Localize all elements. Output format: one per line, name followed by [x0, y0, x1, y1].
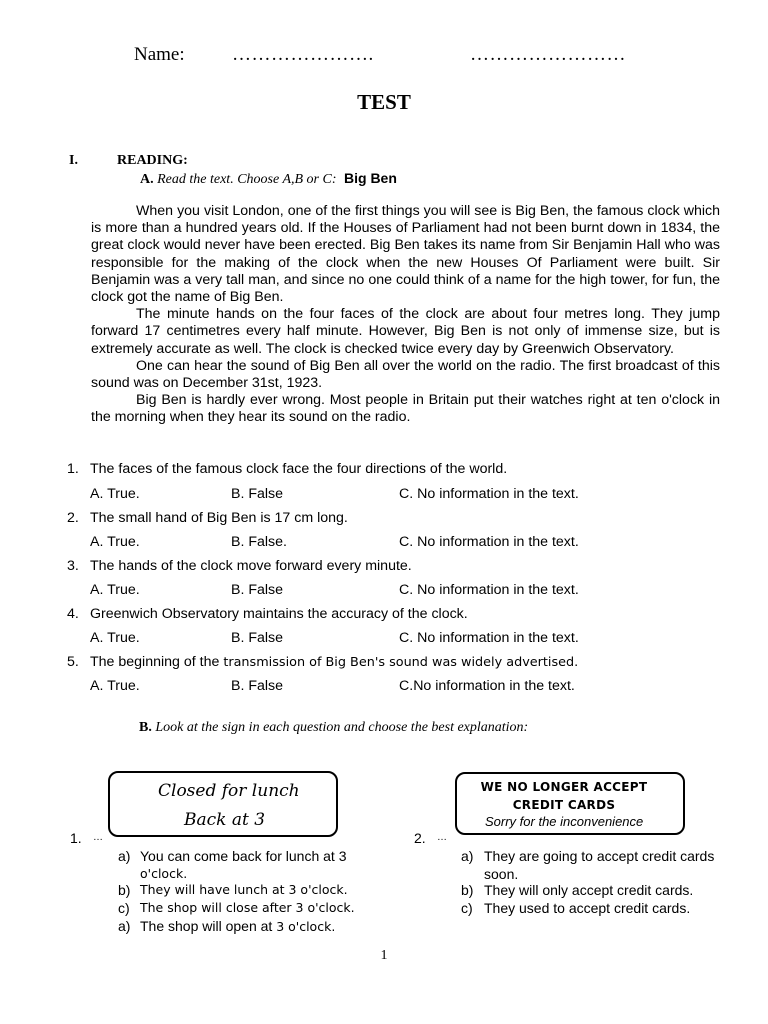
question-number: 5.	[67, 654, 79, 670]
question-text-part: transmission of Big Ben's sound was widely advertised.	[223, 655, 579, 670]
question-text-part: The beginning of the	[90, 654, 224, 670]
sign1-option-c[interactable]: The shop will close after 3 o'clock.	[140, 900, 355, 915]
sign2-option-a[interactable]: They are going to accept credit cards	[484, 848, 715, 864]
sign-number: 2.	[414, 830, 426, 846]
option-b[interactable]: B. False.	[231, 534, 287, 550]
sign-no-credit-cards	[455, 772, 685, 835]
answer-blank[interactable]: …	[437, 832, 447, 843]
option-a[interactable]: A. True.	[90, 534, 140, 550]
sign-line: Back at 3	[184, 810, 266, 830]
sign1-option-a-cont: o'clock.	[140, 866, 188, 881]
part-b-letter: B.	[139, 720, 152, 735]
option-a[interactable]: A. True.	[90, 678, 140, 694]
option-label: a)	[461, 848, 474, 864]
sign2-option-a-cont: soon.	[484, 866, 519, 882]
passage-paragraph: The minute hands on the four faces of the clock are about four metres long. They jump forward 17 centimetres every half minute. However, Big Ben is not only of immense size, but is extremely accurate as well. The clock is checked twice every day by Greenwich Observatory.	[91, 306, 720, 357]
page-number: 1	[380, 948, 388, 963]
question-text: The faces of the famous clock face the four directions of the world.	[90, 461, 508, 477]
option-label: a)	[118, 848, 131, 864]
name-label: Name:	[134, 44, 185, 65]
option-text-part: 3 o'clock.	[276, 919, 336, 934]
question-text	[90, 654, 578, 670]
part-a-instruction: Read the text. Choose A,B or C:	[157, 172, 337, 187]
sign2-option-b[interactable]: They will only accept credit cards.	[484, 882, 694, 898]
name-blank-2[interactable]: ……………………	[470, 44, 626, 65]
sign-line: WE NO LONGER ACCEPT	[480, 780, 648, 794]
page-title: TEST	[357, 90, 411, 114]
option-b[interactable]: B. False	[231, 582, 284, 598]
option-c[interactable]: C.No information in the text.	[399, 678, 575, 694]
sign-line: CREDIT CARDS	[512, 798, 616, 812]
question-number: 2.	[67, 510, 79, 526]
option-a[interactable]: A. True.	[90, 582, 140, 598]
question-text: The hands of the clock move forward every minute.	[90, 558, 412, 574]
answer-blank[interactable]: …	[93, 832, 103, 843]
question-number: 3.	[67, 558, 79, 574]
part-a-topic: Big Ben	[344, 170, 397, 186]
passage-paragraph: One can hear the sound of Big Ben all over the world on the radio. The first broadcast of this sound was on December 31st, 1923.	[91, 357, 720, 392]
option-a[interactable]: A. True.	[90, 630, 140, 646]
sign-number: 1.	[70, 830, 82, 846]
option-label: a)	[118, 918, 131, 934]
sign-top-rule	[465, 772, 663, 773]
passage-paragraph: When you visit London, one of the first things you will see is Big Ben, the famous clock which is more than a hundred years old. If the Houses of Parliament had not been burnt down in 1834, the great clock would never have been erected. Big Ben takes its name from Sir Benjamin Hall who was responsible for the making of the clock when the new Houses Of Parliament were built. Sir Benjamin was a very tall man, and since no one could think of a name for the high tower, for fun, the clock got the name of Big Ben.	[91, 203, 720, 306]
section-number: I.	[69, 153, 78, 168]
part-b-instruction: Look at the sign in each question and choose the best explanation:	[155, 720, 529, 735]
option-c[interactable]: C. No information in the text.	[399, 582, 579, 598]
question-number: 1.	[67, 461, 79, 477]
option-c[interactable]: C. No information in the text.	[399, 630, 579, 646]
sign2-option-c[interactable]: They used to accept credit cards.	[484, 900, 691, 916]
option-label: b)	[118, 882, 131, 898]
option-label: c)	[118, 900, 130, 916]
question-text: Greenwich Observatory maintains the accuracy of the clock.	[90, 606, 468, 622]
option-b[interactable]: B. False	[231, 486, 284, 502]
option-b[interactable]: B. False	[231, 630, 284, 646]
question-number: 4.	[67, 606, 79, 622]
passage-paragraph: Big Ben is hardly ever wrong. Most people in Britain put their watches right at ten o'clock in the morning when they hear its sound on the radio.	[91, 392, 720, 426]
part-a-heading	[140, 170, 397, 188]
option-c[interactable]: C. No information in the text.	[399, 486, 579, 502]
sign-line: Sorry for the inconvenience	[485, 814, 644, 829]
question-text: The small hand of Big Ben is 17 cm long.	[90, 510, 348, 526]
sign1-option-a[interactable]: You can come back for lunch at 3	[140, 848, 347, 864]
option-c[interactable]: C. No information in the text.	[399, 534, 579, 550]
name-blank-1[interactable]: ………………….	[232, 44, 374, 65]
option-label: c)	[461, 900, 473, 916]
option-text-part: The shop will open at	[140, 918, 277, 934]
sign-closed-for-lunch	[108, 771, 338, 837]
option-label: b)	[461, 882, 474, 898]
option-b[interactable]: B. False	[231, 678, 284, 694]
part-b-heading	[139, 720, 528, 736]
part-a-letter: A.	[140, 172, 154, 187]
section-title: READING:	[117, 153, 188, 168]
reading-passage	[91, 203, 720, 427]
option-a[interactable]: A. True.	[90, 486, 140, 502]
sign1-option-b[interactable]: They will have lunch at 3 o'clock.	[140, 882, 348, 897]
sign1-option-d[interactable]	[140, 918, 335, 934]
sign-line: Closed for lunch	[158, 781, 300, 801]
